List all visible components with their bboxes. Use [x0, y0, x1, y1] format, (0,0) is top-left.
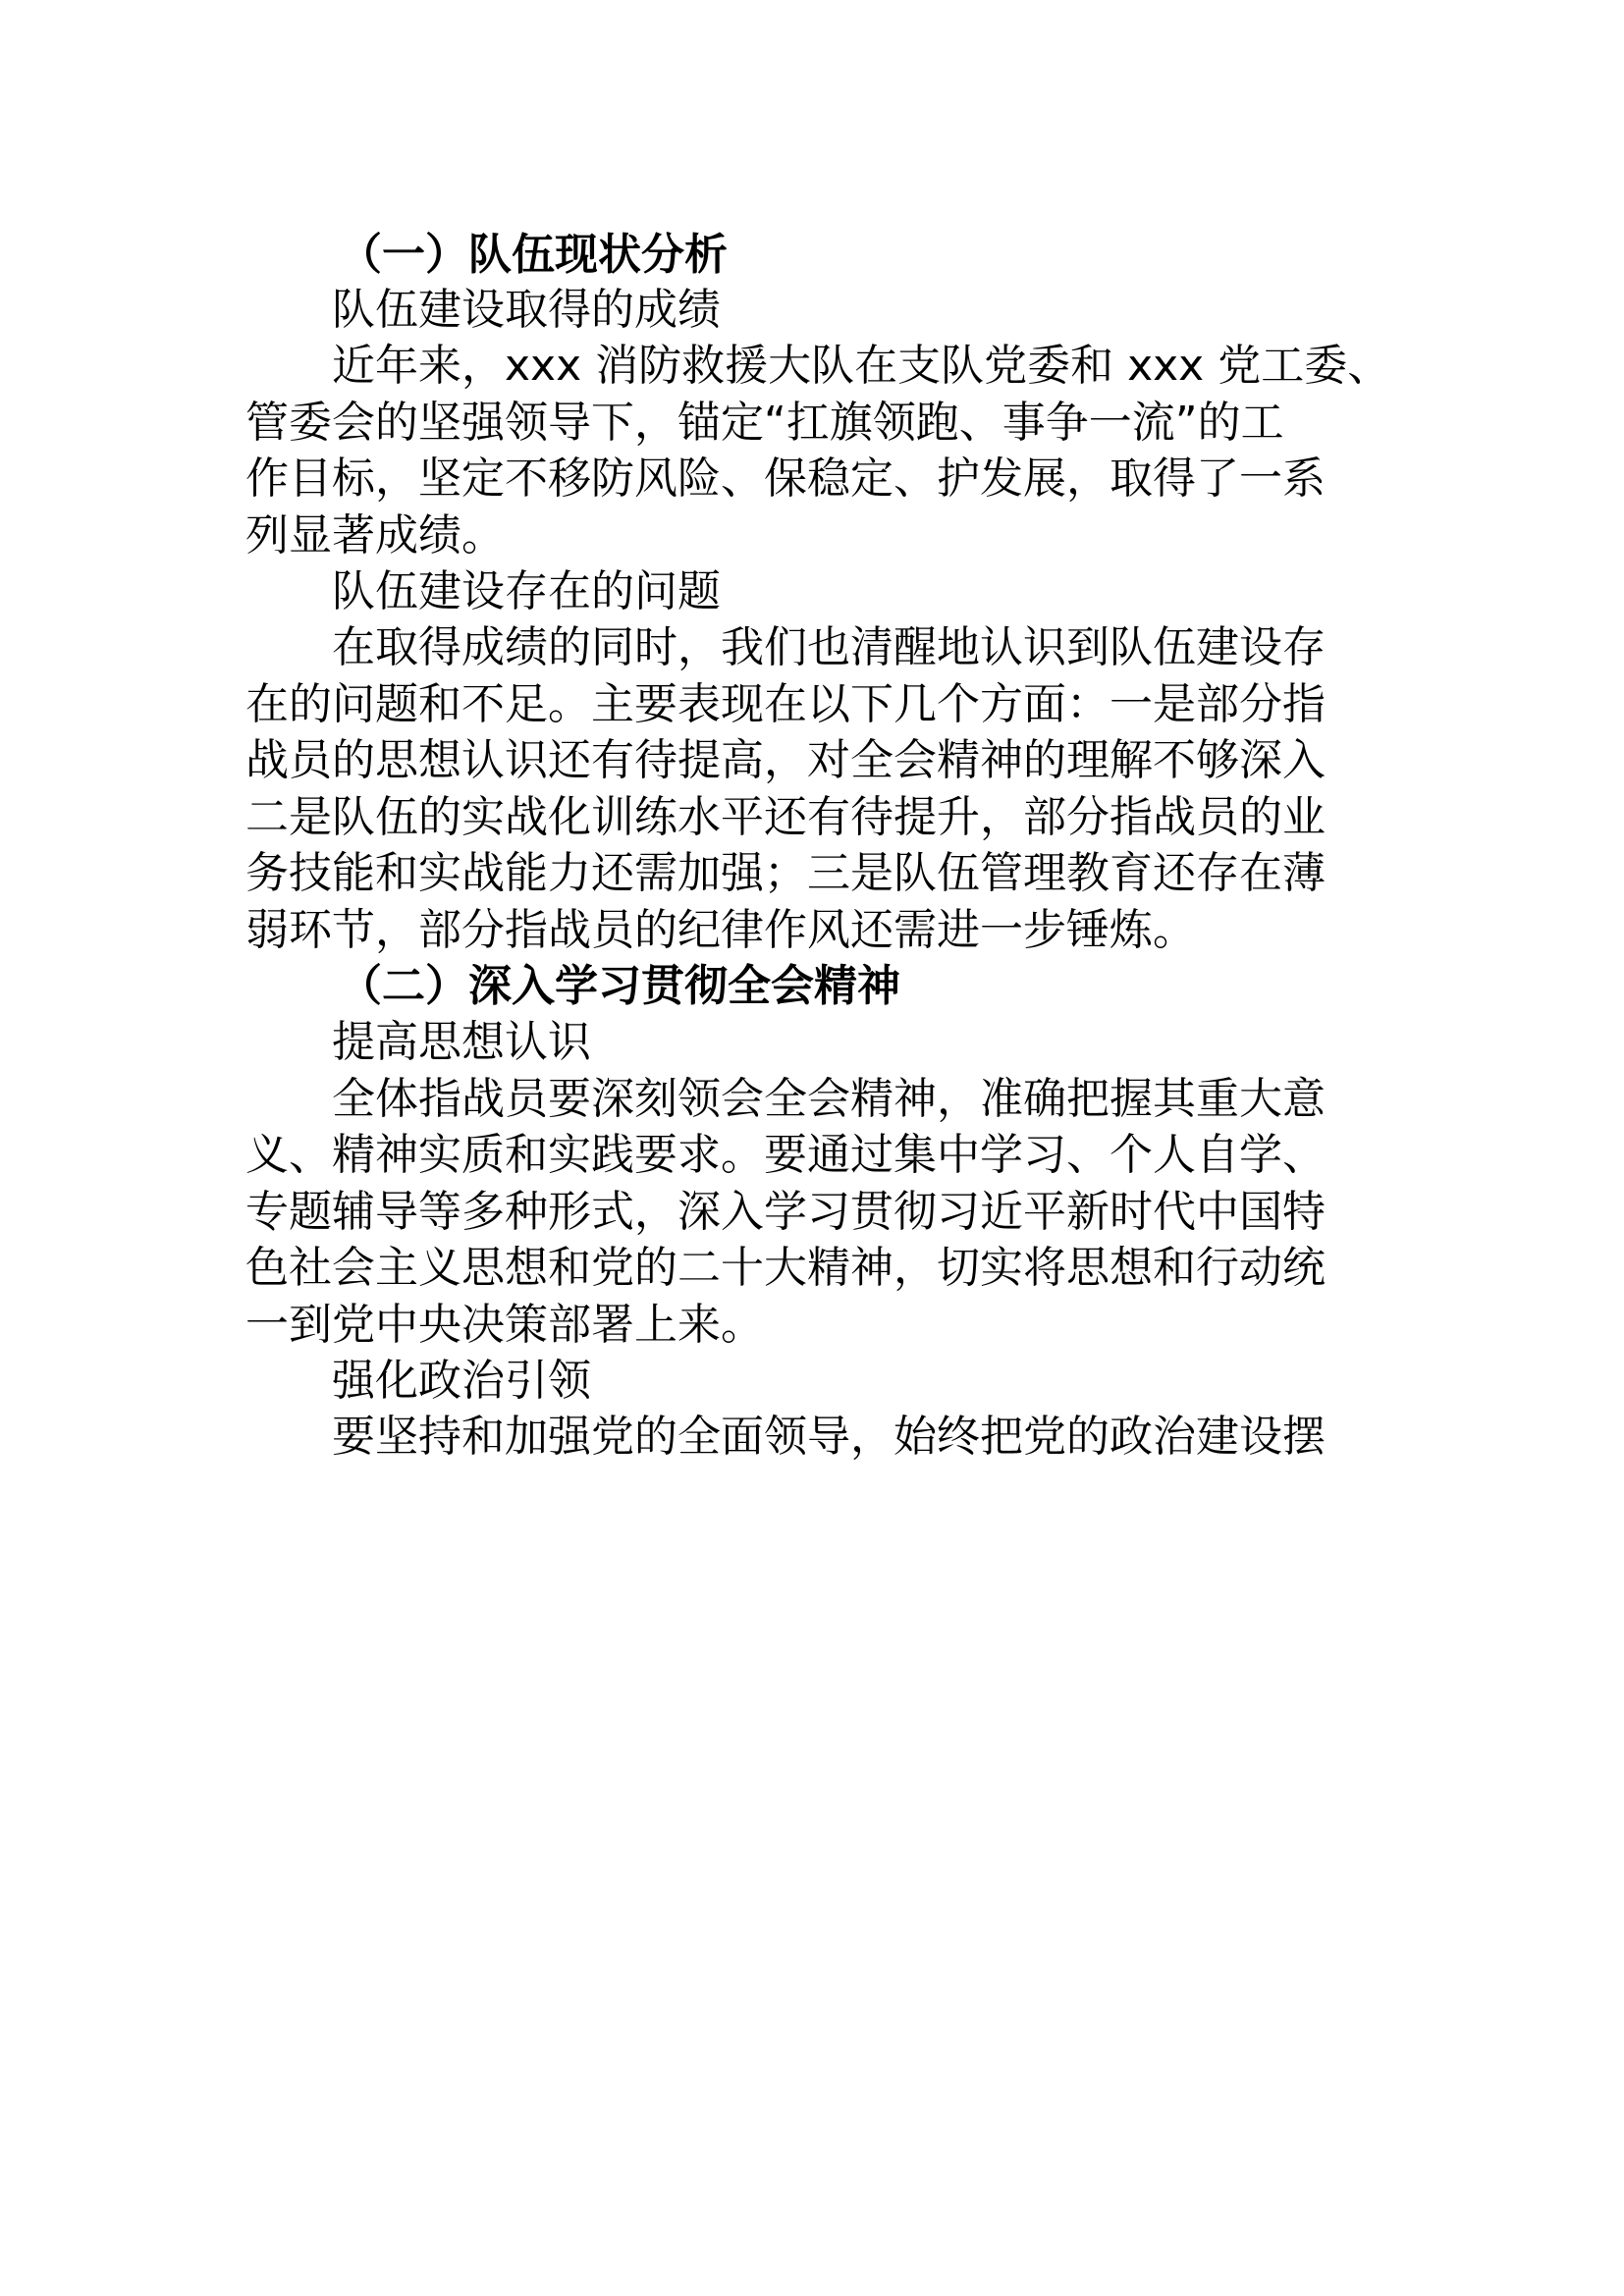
- paragraph-line: 义、精神实质和实践要求。要通过集中学习、个人自学、: [245, 1130, 1326, 1180]
- subheading-awareness: 提高思想认识: [332, 1017, 591, 1067]
- subheading-problems: 队伍建设存在的问题: [332, 566, 721, 616]
- section-heading-1: （一）队伍现状分析: [339, 230, 728, 280]
- paragraph-line: 专题辅导等多种形式，深入学习贯彻习近平新时代中国特: [245, 1187, 1326, 1237]
- paragraph-line: 务技能和实战能力还需加强；三是队伍管理教育还存在薄: [245, 848, 1326, 898]
- paragraph-line: 在的问题和不足。主要表现在以下几个方面：一是部分指: [245, 679, 1326, 729]
- paragraph-line: 一到党中央决策部署上来。: [245, 1300, 764, 1350]
- subheading-achievements: 队伍建设取得的成绩: [332, 285, 721, 335]
- paragraph-line: 在取得成绩的同时，我们也清醒地认识到队伍建设存: [332, 622, 1326, 672]
- paragraph-line: 管委会的坚强领导下，锚定“扛旗领跑、事争一流”的工: [245, 398, 1284, 448]
- paragraph-line: 色社会主义思想和党的二十大精神，切实将思想和行动统: [245, 1243, 1326, 1293]
- paragraph-line: 二是队伍的实战化训练水平还有待提升，部分指战员的业: [245, 792, 1326, 842]
- paragraph-line: 近年来，xxx 消防救援大队在支队党委和 xxx 党工委、: [332, 341, 1391, 391]
- paragraph-line: 作目标，坚定不移防风险、保稳定、护发展，取得了一系: [245, 454, 1326, 504]
- paragraph-line: 弱环节，部分指战员的纪律作风还需进一步锤炼。: [245, 905, 1196, 955]
- paragraph-line: 全体指战员要深刻领会全会精神，准确把握其重大意: [332, 1074, 1326, 1124]
- paragraph-line: 战员的思想认识还有待提高，对全会精神的理解不够深入: [245, 735, 1326, 785]
- paragraph-line: 要坚持和加强党的全面领导，始终把党的政治建设摆: [332, 1412, 1326, 1462]
- paragraph-line: 列显著成绩。: [245, 510, 505, 561]
- subheading-political-leadership: 强化政治引领: [332, 1356, 591, 1406]
- section-heading-2: （二）深入学习贯彻全会精神: [339, 961, 900, 1011]
